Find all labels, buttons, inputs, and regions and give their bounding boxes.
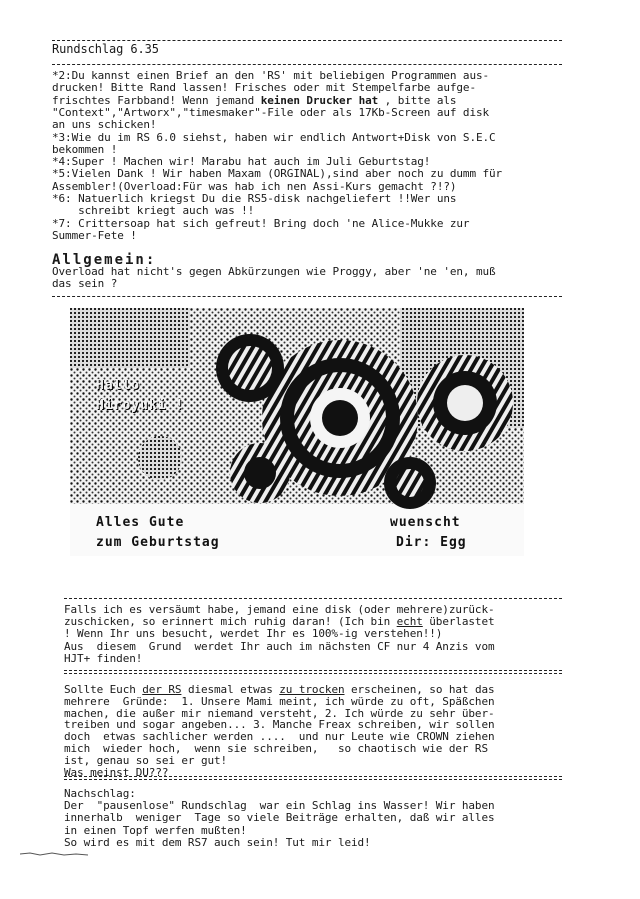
paragraph-line (64, 684, 495, 695)
caption-left-1: Alles Gute (96, 515, 185, 530)
text-segment: *6: Natuerlich kriegst Du die RS5-disk nachgeliefert !!Wer uns (52, 192, 457, 205)
nachschlag-line (64, 788, 136, 799)
text-segment: mich wieder hoch, wenn sie schreiben, so chaotisch wie der RS (64, 742, 488, 755)
text-segment: "Context","Artworx","timesmaker"-File oder als 17Kb-Screen auf disk (52, 105, 490, 119)
paragraph-divider (64, 776, 562, 780)
text-segment: *4:Super ! Machen wir! Marabu hat auch im Juli Geburtstag! (52, 155, 431, 169)
text-segment: frischtes Farbband! Wenn jemand (52, 93, 261, 107)
answer-line (52, 230, 137, 241)
text-segment: drucken! Bitte Rand lassen! Frisches oder mit Stempelfarbe aufge- (52, 81, 476, 95)
answer-line (52, 156, 430, 167)
text-segment: schreibt kriegt auch was !! (52, 204, 255, 218)
answer-line (52, 95, 456, 106)
text-segment: innerhalb weniger Tage so viele Beiträge erhalten, daß wir alles (64, 811, 495, 825)
answer-line (52, 181, 456, 192)
notice-bottom-divider (64, 670, 562, 674)
emphasis-text: echt (396, 615, 423, 629)
text-segment: Nachschlag: (64, 787, 136, 800)
answer-line (52, 193, 456, 204)
text-segment: *2:Du kannst einen Brief an den 'RS' mit beliebigen Programmen aus- (52, 69, 490, 82)
section-divider (52, 296, 562, 297)
answer-line (52, 82, 476, 93)
text-segment: machen, die außer mir niemand versteht, 2. Ich würde zu sehr über- (64, 706, 495, 720)
paragraph-line (64, 731, 495, 742)
caption-right-1: wuenscht (390, 515, 461, 530)
emphasis-text: der RS (142, 683, 182, 696)
emphasis-text: zu trocken (279, 683, 345, 696)
nachschlag-line (64, 837, 371, 848)
text-segment: doch etwas sachlicher werden .... und nur Leute wie CROWN ziehen (64, 730, 495, 744)
answer-line (52, 144, 117, 155)
text-segment: in einen Topf werfen mußten! (64, 823, 247, 837)
nachschlag-line (64, 812, 495, 823)
text-segment: Summer-Fete ! (52, 228, 137, 242)
allgemein-line (52, 266, 496, 277)
notice-text (64, 604, 562, 666)
notice-top-divider (64, 598, 562, 599)
notice-line (64, 628, 442, 639)
allgemein-heading: Allgemein: (52, 252, 157, 268)
notice-line (64, 653, 142, 664)
text-segment: Der "pausenlose" Rundschlag war ein Schlag ins Wasser! Wir haben (64, 799, 495, 813)
text-segment: , bitte als (378, 93, 457, 107)
answer-line (52, 205, 254, 216)
paragraph-line (64, 708, 495, 719)
answer-line (52, 70, 489, 81)
text-segment: Assembler!(Overload:Für was hab ich nen Assi-Kurs gemacht ?!?) (52, 179, 457, 193)
text-segment: *7: Crittersoap hat sich gefreut! Bring doch 'ne Alice-Mukke zur (52, 216, 470, 230)
text-segment: mehrere Gründe: 1. Unsere Mami meint, ich würde zu oft, Späßchen (64, 694, 495, 708)
top-divider (52, 40, 562, 41)
paragraph-line (64, 743, 488, 754)
caption-right-2: Dir: Egg (396, 535, 467, 550)
header (52, 44, 562, 58)
text-segment: überlastet (422, 615, 495, 629)
text-segment: *5:Vielen Dank ! Wir haben Maxam (ORGINAL),sind aber noch zu dumm für (52, 167, 503, 181)
notice-line (64, 616, 495, 627)
answer-line (52, 107, 489, 118)
text-segment: erscheinen, so hat das (344, 683, 495, 696)
text-segment: Overload hat nicht's gegen Abkürzungen wie Proggy, aber 'ne 'en, muß (52, 265, 496, 278)
text-segment: So wird es mit dem RS7 auch sein! Tut mir leid! (64, 835, 371, 849)
nachschlag-line (64, 800, 495, 811)
paragraph-line (64, 719, 495, 730)
text-segment: diesmal etwas (181, 683, 280, 696)
paragraph-line (64, 696, 495, 707)
text-segment: ! Wenn Ihr uns besucht, werdet Ihr es 100%-ig verstehen!!) (64, 627, 443, 641)
answer-line (52, 132, 496, 143)
nachschlag-section (64, 788, 562, 850)
answer-line (52, 168, 502, 179)
answer-line (52, 218, 469, 229)
greeting-line-1: Hallo (96, 378, 141, 393)
greeting-line-2: Hiroyuki ! (96, 398, 185, 413)
page-title: Rundschlag 6.35 (52, 42, 159, 56)
answer-line (52, 119, 156, 130)
text-segment: bekommen ! (52, 142, 118, 156)
text-segment: an uns schicken! (52, 118, 157, 132)
notice-line (64, 604, 495, 615)
text-segment: Sollte Euch (64, 683, 143, 696)
caption-left-2: zum Geburtstag (96, 535, 220, 550)
paragraph-line (64, 755, 227, 766)
text-segment: treiben und sogar angeben... 3. Manche Freax schreiben, wir sollen (64, 718, 495, 732)
nachschlag-line (64, 825, 247, 836)
text-segment: ist, genau so sei er gut! (64, 753, 228, 767)
text-segment: HJT+ finden! (64, 651, 143, 665)
notice-line (64, 641, 495, 652)
header-divider (52, 64, 562, 65)
text-segment: Was meinst DU??? (64, 765, 169, 779)
text-segment: zuschicken, so erinnert mich ruhig daran! (Ich bin (64, 615, 397, 629)
letter-answers (52, 70, 562, 250)
text-segment: Falls ich es versäumt habe, jemand eine disk (oder mehrere)zurück- (64, 603, 495, 616)
allgemein-text (52, 266, 562, 292)
text-segment: Aus diesem Grund werdet Ihr auch im nächsten CF nur 4 Anzis vom (64, 639, 495, 653)
allgemein-line (52, 278, 117, 289)
scan-scratch-mark (20, 850, 90, 858)
reasons-paragraph (64, 684, 562, 780)
text-segment: das sein ? (52, 277, 118, 290)
text-segment: *3:Wie du im RS 6.0 siehst, haben wir endlich Antwort+Disk von S.E.C (52, 130, 496, 144)
emphasis-text: keinen Drucker hat (260, 93, 379, 107)
